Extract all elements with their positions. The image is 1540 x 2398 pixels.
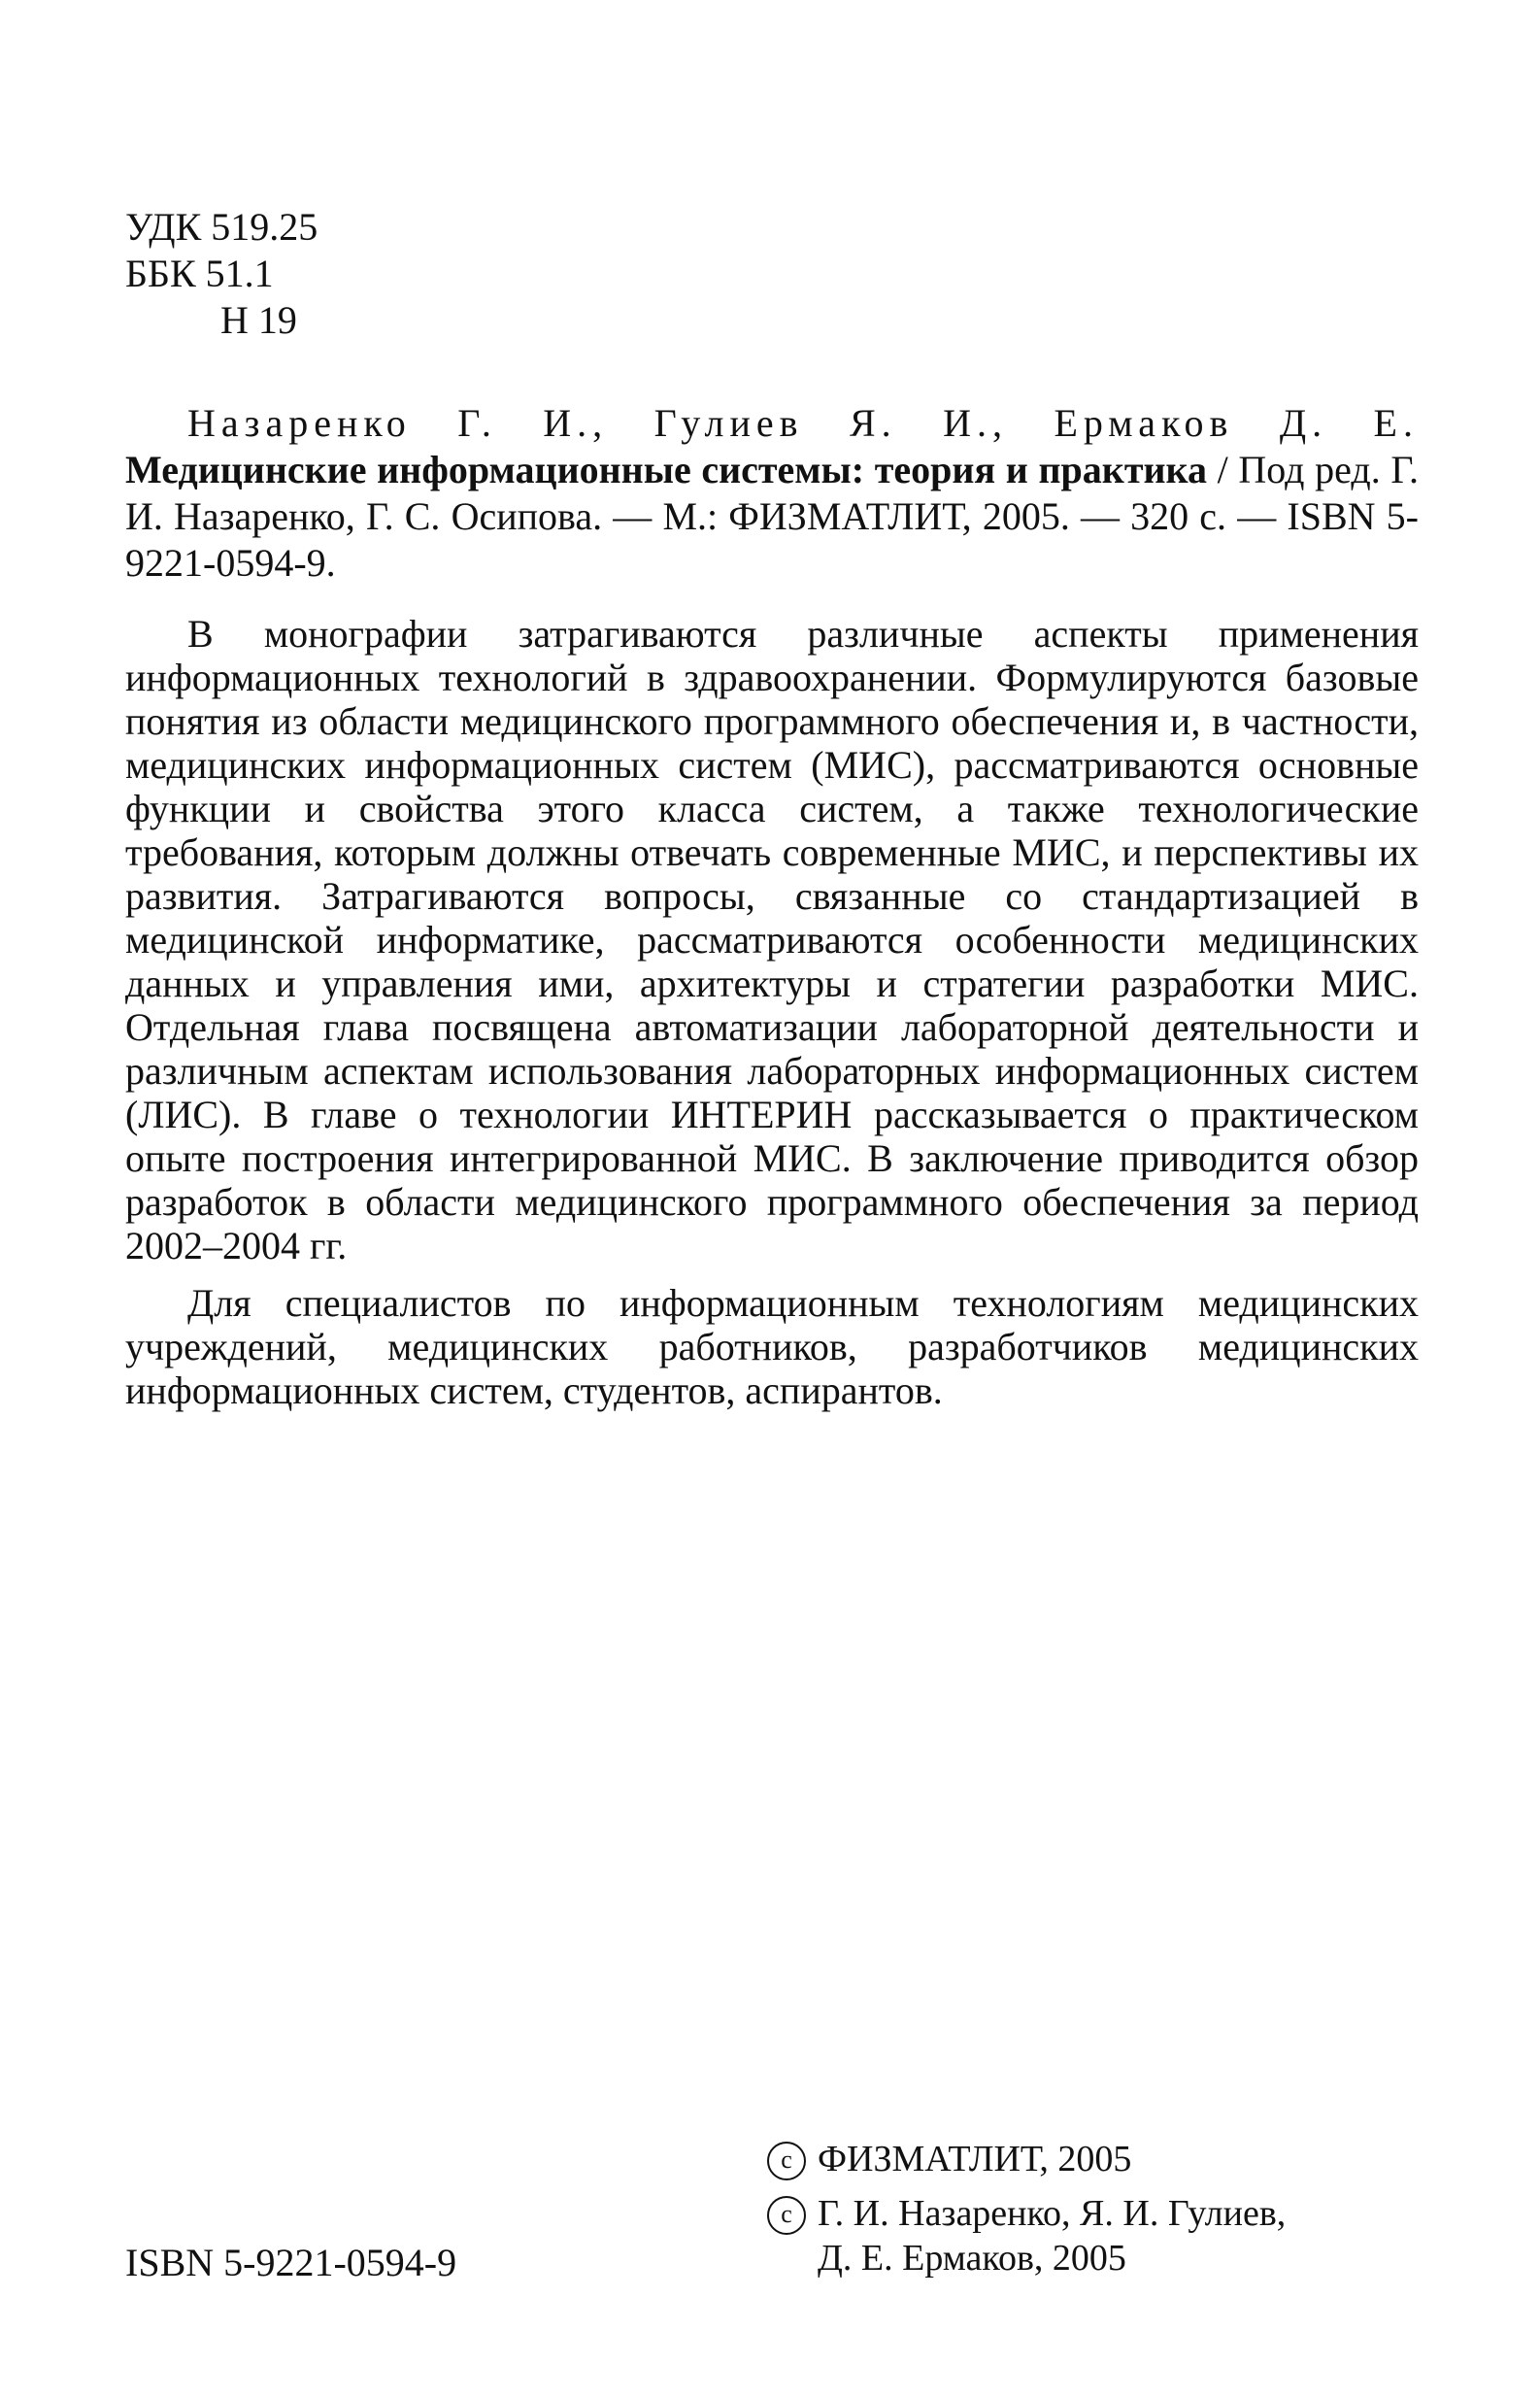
- isbn: ISBN 5-9221-0594-9: [125, 2241, 457, 2284]
- book-title: Медицинские информационные системы: теория и практика: [125, 448, 1207, 491]
- annotation: [125, 612, 1419, 1426]
- annotation-paragraph-2: Для специалистов по информационным технологиям медицинских учреждений, медицинских работников, разработчиков медицинских информационных систем, студентов, аспирантов.: [125, 1281, 1419, 1412]
- copyright-block: [767, 2137, 1447, 2290]
- copyright-authors-line-1: Г. И. Назаренко, Я. И. Гулиев,: [818, 2193, 1287, 2234]
- udk-code: УДК 519.25: [125, 205, 318, 249]
- author-mark: Н 19: [220, 298, 297, 342]
- publication-details: / Под ред. Г. И. Назаренко, Г. С. Осипова. — М.: ФИЗМАТЛИТ, 2005. — 320 с. — ISBN 5-9221-0594-9.: [125, 448, 1420, 585]
- classification-codes: [125, 204, 318, 344]
- copyright-authors: [767, 2191, 1447, 2280]
- bibliographic-description: [125, 400, 1419, 587]
- copyright-authors-text: [818, 2191, 1286, 2280]
- authors: Назаренко Г. И., Гулиев Я. И., Ермаков Д. Е.: [187, 401, 1419, 445]
- copyright-publisher: [767, 2137, 1447, 2181]
- copyright-icon: c: [767, 2196, 806, 2235]
- copyright-publisher-text: ФИЗМАТЛИТ, 2005: [818, 2139, 1132, 2179]
- copyright-icon: c: [767, 2142, 806, 2180]
- copyright-authors-line-2: Д. Е. Ермаков, 2005: [818, 2238, 1126, 2279]
- annotation-paragraph-1: В монографии затрагиваются различные аспекты применения информационных технологий в здравоохранении. Формулируются базовые понятия из области медицинского программного обеспечения и, в частности, медицинских информационных систем (МИС), рассматриваются основные функции и свойства этого класса систем, а также технологические требования, которым должны отвечать современные МИС, и перспективы их развития. Затрагиваются вопросы, связанные со стандартизацией в медицинской информатике, рассматриваются особенности медицинских данных и управления ими, архитектуры и стратегии разработки МИС. Отдельная глава посвящена автоматизации лабораторной деятельности и различным аспектам использования лабораторных информационных систем (ЛИС). В главе о технологии ИНТЕРИН рассказывается о практическом опыте построения интегрированной МИС. В заключение приводится обзор разработок в области медицинского программного обеспечения за период 2002–2004 гг.: [125, 612, 1419, 1267]
- bbk-code: ББК 51.1: [125, 252, 274, 295]
